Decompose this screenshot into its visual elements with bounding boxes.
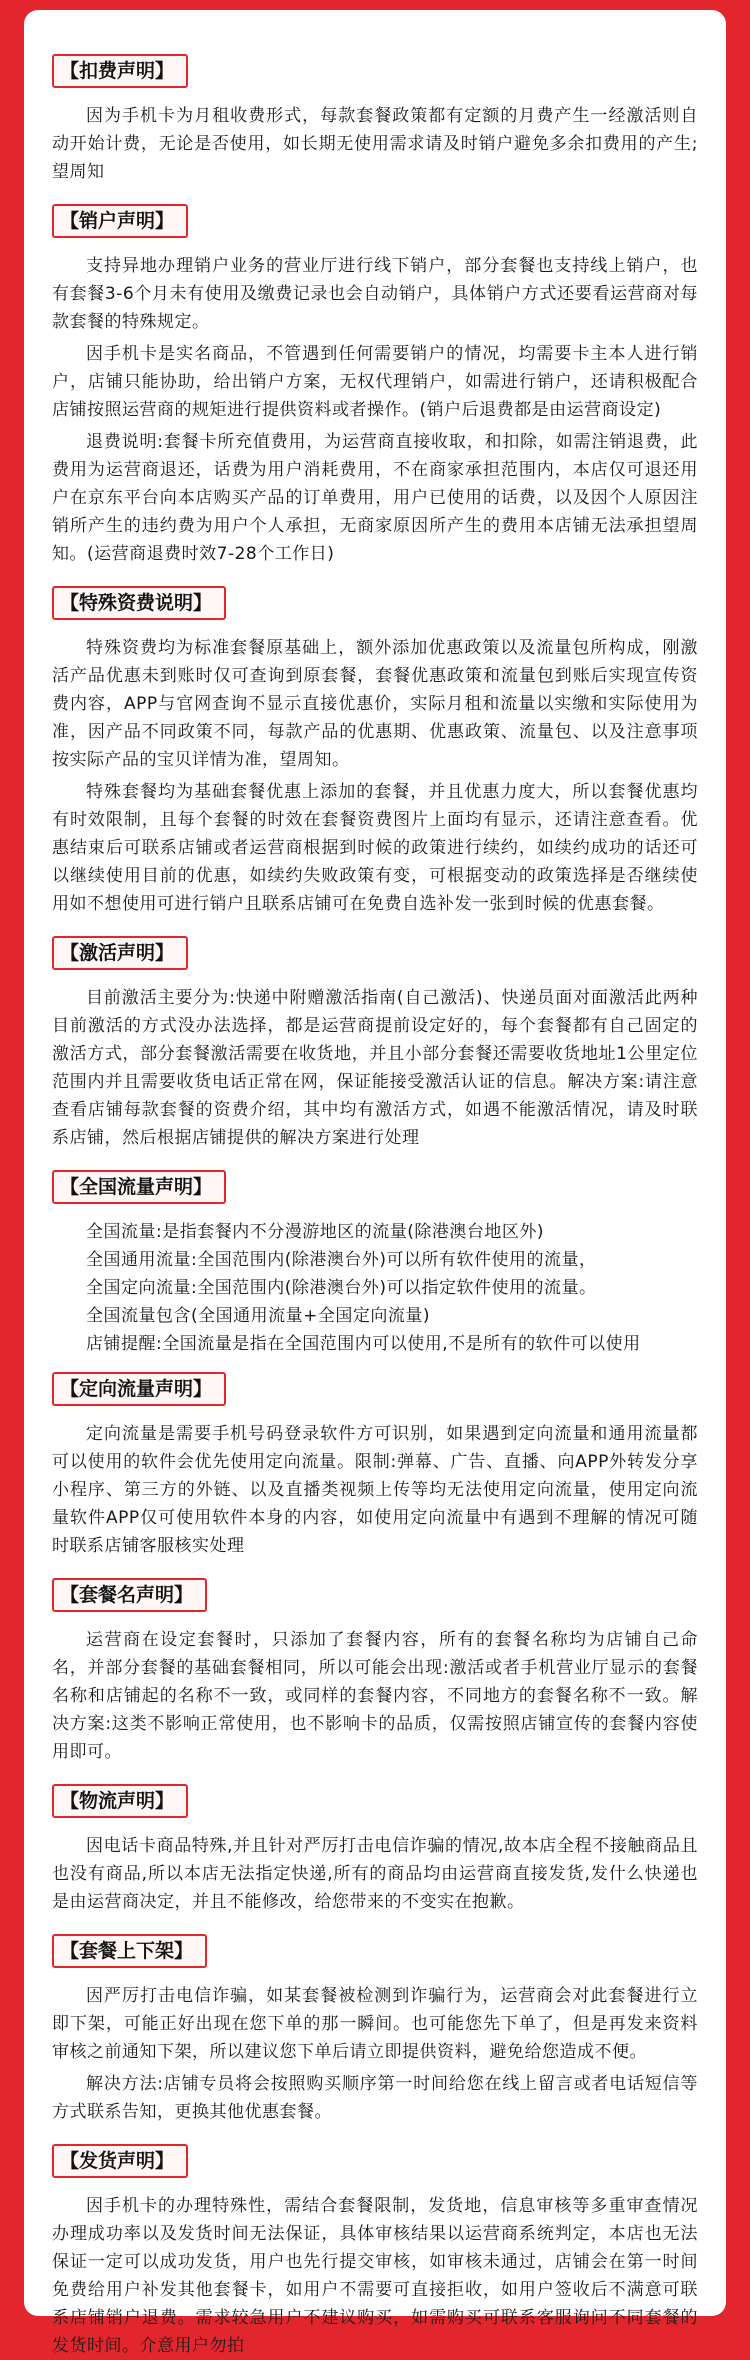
data-line: 店铺提醒:全国流量是指在全国范围内可以使用,不是所有的软件可以使用: [86, 1334, 641, 1354]
section-title: 【发货声明】: [52, 2144, 188, 2178]
paragraph: 定向流量是需要手机号码登录软件方可识别，如果遇到定向流量和通用流量都可以使用的软件会优先使用定向流量。限制:弹幕、广告、直播、向APP外转发分享小程序、第三方的外链、以及直播类视频上传等均无法使用定向流量，使用定向流量软件APP仅可使用软件本身的内容，如使用定向流量中有遇到不理解的情况可随时联系店铺客服核实处理: [52, 1424, 698, 1556]
section-title: 【扣费声明】: [52, 54, 188, 88]
section-title: 【套餐上下架】: [52, 1934, 207, 1968]
section-shipping: [52, 2144, 698, 2360]
paragraph: 因为手机卡为月租收费形式，每款套餐政策都有定额的月费产生一经激活则自动开始计费，无论是否使用，如长期无使用需求请及时销户避免多余扣费用的产生;望周知: [52, 106, 698, 182]
paragraph: 特殊套餐均为基础套餐优惠上添加的套餐，并且优惠力度大，所以套餐优惠均有时效限制，且每个套餐的时效在套餐资费图片上面均有显示，还请注意查看。优惠结束后可联系店铺或者运营商根据到时候的政策进行续约，如续约成功的话还可以继续使用目前的优惠，如续约失败政策有变，可根据变动的政策选择是否继续使用如不想使用可进行销户且联系店铺可在免费自选补发一张到时候的优惠套餐。: [52, 782, 698, 914]
paragraph: 因手机卡是实名商品，不管遇到任何需要销户的情况，均需要卡主本人进行销户，店铺只能协助，给出销户方案，无权代理销户，如需进行销户，还请积极配合店铺按照运营商的规矩进行提供资料或者操作。(销户后退费都是由运营商设定): [52, 344, 698, 420]
section-title: 【套餐名声明】: [52, 1578, 207, 1612]
section-title: 【全国流量声明】: [52, 1170, 226, 1204]
paragraph: 因电话卡商品特殊,并且针对严厉打击电信诈骗的情况,故本店全程不接触商品且也没有商品,所以本店无法指定快递,所有的商品均由运营商直接发货,发什么快递也是由运营商决定，并且不能修改，给您带来的不变实在抱歉。: [52, 1836, 698, 1912]
section-cancellation: [52, 204, 698, 568]
notice-card: [24, 10, 726, 2356]
data-line: 全国流量:是指套餐内不分漫游地区的流量(除港澳台地区外): [86, 1222, 544, 1242]
paragraph: 特殊资费均为标准套餐原基础上，额外添加优惠政策以及流量包所构成，刚激活产品优惠未到账时仅可查询到原套餐，套餐优惠政策和流量包到账后实现宣传资费内容，APP与官网查询不显示直接优惠价，实际月租和流量以实缴和实际使用为准，因产品不同政策不同，每款产品的优惠期、优惠政策、流量包、以及注意事项按实际产品的宝贝详情为准，望周知。: [52, 638, 698, 770]
section-title: 【销户声明】: [52, 204, 188, 238]
paragraph: 因严厉打击电信诈骗，如某套餐被检测到诈骗行为，运营商会对此套餐进行立即下架，可能正好出现在您下单的那一瞬间。也可能您先下单了，但是再发来资料审核之前通知下架，所以建议您下单后请立即提供资料，避免给您造成不便。: [52, 1986, 698, 2062]
paragraph: 支持异地办理销户业务的营业厅进行线下销户，部分套餐也支持线上销户，也有套餐3-6个月未有使用及缴费记录也会自动销户，具体销户方式还要看运营商对每款套餐的特殊规定。: [52, 256, 698, 332]
section-title: 【特殊资费说明】: [52, 586, 226, 620]
paragraph: 解决方法:店铺专员将会按照购买顺序第一时间给您在线上留言或者电话短信等方式联系告知，更换其他优惠套餐。: [52, 2074, 698, 2122]
section-activation: [52, 936, 698, 1152]
section-special-tariff: [52, 586, 698, 918]
section-title: 【物流声明】: [52, 1784, 188, 1818]
paragraph: 因手机卡的办理特殊性，需结合套餐限制，发货地，信息审核等多重审查情况办理成功率以及发货时间无法保证，具体审核结果以运营商系统判定，本店也无法保证一定可以成功发货，用户也先行提交审核，如审核未通过，店铺会在第一时间免费给用户补发其他套餐卡，如用户不需要可直接拒收，如用户签收后不满意可联系店铺销户退费。需求较急用户不建议购买，如需购买可联系客服询问不同套餐的发货时间。介意用户勿拍: [52, 2196, 698, 2356]
data-line: 全国通用流量:全国范围内(除港澳台外)可以所有软件使用的流量，: [86, 1250, 597, 1270]
data-line: 全国定向流量:全国范围内(除港澳台外)可以指定软件使用的流量。: [86, 1278, 597, 1298]
section-title: 【定向流量声明】: [52, 1372, 226, 1406]
section-logistics: [52, 1784, 698, 1916]
paragraph: 目前激活主要分为:快递中附赠激活指南(自己激活)、快递员面对面激活此两种目前激活的方式没办法选择，都是运营商提前设定好的，每个套餐都有自己固定的激活方式，部分套餐激活需要在收货地，并且小部分套餐还需要收货地址1公里定位范围内并且需要收货电话正常在网，保证能接受激活认证的信息。解决方案:请注意查看店铺每款套餐的资费介绍，其中均有激活方式，如遇不能激活情况，请及时联系店铺，然后根据店铺提供的解决方案进行处理: [52, 988, 698, 1148]
section-national-data: [52, 1170, 698, 1358]
section-directional-data: [52, 1372, 698, 1560]
section-plan-name: [52, 1578, 698, 1766]
paragraph: 退费说明:套餐卡所充值费用，为运营商直接收取，和扣除，如需注销退费，此费用为运营商退还，话费为用户消耗费用，不在商家承担范围内，本店仅可退还用户在京东平台向本店购买产品的订单费用，用户已使用的话费，以及因个人原因注销所产生的违约费为用户个人承担，无商家原因所产生的费用本店铺无法承担望周知。(运营商退费时效7-28个工作日): [52, 432, 698, 564]
section-title: 【激活声明】: [52, 936, 188, 970]
section-plan-listing: [52, 1934, 698, 2126]
paragraph: 运营商在设定套餐时，只添加了套餐内容，所有的套餐名称均为店铺自己命名，并部分套餐的基础套餐相同，所以可能会出现:激活或者手机营业厅显示的套餐名称和店铺起的名称不一致，或同样的套餐内容，不同地方的套餐名称不一致。解决方案:这类不影响正常使用，也不影响卡的品质，仅需按照店铺宣传的套餐内容使用即可。: [52, 1630, 698, 1762]
data-line: 全国流量包含(全国通用流量+全国定向流量): [86, 1306, 431, 1326]
section-billing: [52, 54, 698, 186]
